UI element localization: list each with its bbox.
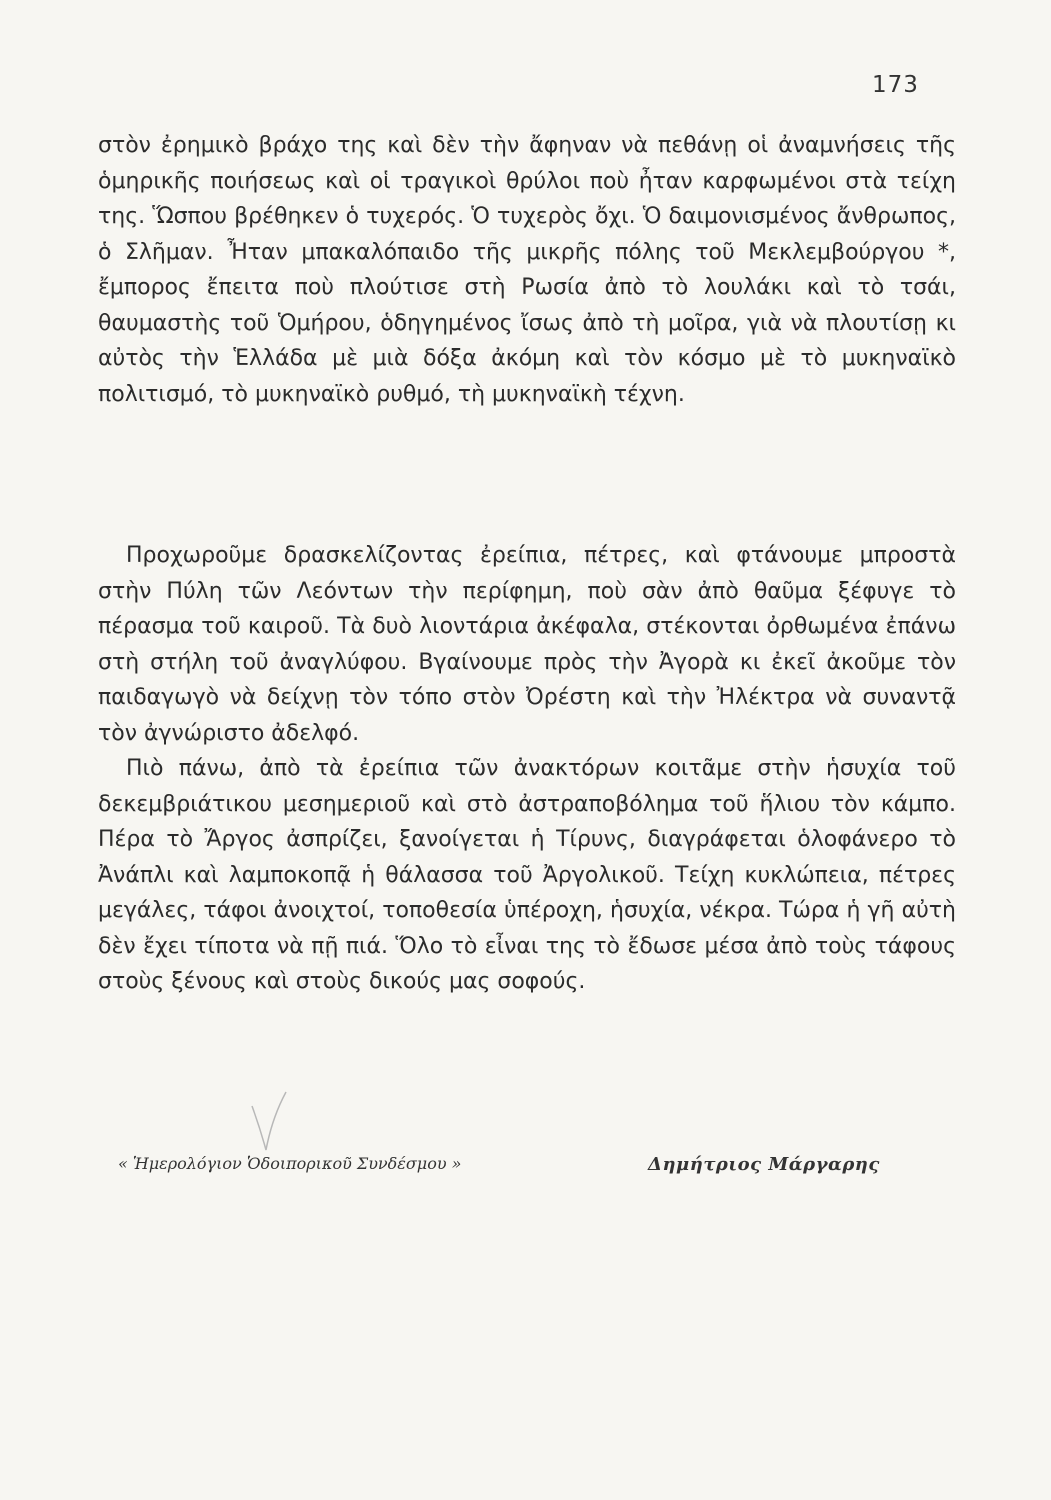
body-text-bottom — [98, 538, 956, 1000]
paragraph-2: Προχωροῦμε δρασκελίζοντας ἐρείπια, πέτρες, καὶ φτάνουμε μπροστὰ στὴν Πύλη τῶν Λεόντων τὴν περίφημη, ποὺ σὰν ἀπὸ θαῦμα ξέφυγε τὸ πέρασμα τοῦ καιροῦ. Τὰ δυὸ λιοντάρια ἀκέφαλα, στέκονται ὀρθωμένα ἐπάνω στὴ στήλη τοῦ ἀναγλύφου. Βγαίνουμε πρὸς τὴν Ἀγορὰ κι ἐκεῖ ἀκοῦμε τὸν παιδαγωγὸ νὰ δείχνῃ τὸν τόπο στὸν Ὀρέστη καὶ τὴν Ἠλέκτρα νὰ συναντᾷ τὸν ἀγνώριστο ἀδελφό. — [98, 543, 956, 746]
paragraph-1: στὸν ἐρημικὸ βράχο της καὶ δὲν τὴν ἄφηναν νὰ πεθάνῃ οἱ ἀναμνήσεις τῆς ὁμηρικῆς ποιήσεως καὶ οἱ τραγικοὶ θρύλοι ποὺ ἦταν καρφωμένοι στὰ τείχη της. Ὥσπου βρέθηκεν ὁ τυχερός. Ὁ τυχερὸς ὄχι. Ὁ δαιμονισμένος ἄνθρωπος, ὁ Σλῆμαν. Ἦταν μπακαλόπαιδο τῆς μικρῆς πόλης τοῦ Μεκλεμβούργου *, ἔμπορος ἔπειτα ποὺ πλούτισε στὴ Ρωσία ἀπὸ τὸ λουλάκι καὶ τὸ τσάι, θαυμαστὴς τοῦ Ὁμήρου, ὁδηγημένος ἴσως ἀπὸ τὴ μοῖρα, γιὰ νὰ πλουτίσῃ κι αὐτὸς τὴν Ἑλλάδα μὲ μιὰ δόξα ἀκόμη καὶ τὸν κόσμο μὲ τὸ μυκηναϊκὸ πολιτισμό, τὸ μυκηναϊκὸ ρυθμό, τὴ μυκηναϊκὴ τέχνη. — [98, 133, 956, 407]
page-number: 173 — [872, 72, 919, 98]
body-text-top — [98, 128, 956, 412]
pencil-check-mark — [250, 1088, 290, 1158]
source-citation: « Ἡμερολόγιον Ὁδοιπορικοῦ Συνδέσμου » — [118, 1154, 462, 1173]
paragraph-3: Πιὸ πάνω, ἀπὸ τὰ ἐρείπια τῶν ἀνακτόρων κοιτᾶμε στὴν ἡσυχία τοῦ δεκεμβριάτικου μεσημεριοῦ καὶ στὸ ἀστραποβόλημα τοῦ ἥλιου τὸν κάμπο. Πέρα τὸ Ἄργος ἀσπρίζει, ξανοίγεται ἡ Τίρυνς, διαγράφεται ὁλοφάνερο τὸ Ἀνάπλι καὶ λαμποκοπᾷ ἡ θάλασσα τοῦ Ἀργολικοῦ. Τείχη κυκλώπεια, πέτρες μεγάλες, τάφοι ἀνοιχτοί, τοποθεσία ὑπέροχη, ἡσυχία, νέκρα. Τώρα ἡ γῆ αὐτὴ δὲν ἔχει τίποτα νὰ πῇ πιά. Ὅλο τὸ εἶναι της τὸ ἔδωσε μέσα ἀπὸ τοὺς τάφους στοὺς ξένους καὶ στοὺς δικούς μας σοφούς. — [98, 756, 956, 994]
author-name: Δημήτριος Μάργαρης — [648, 1154, 880, 1175]
